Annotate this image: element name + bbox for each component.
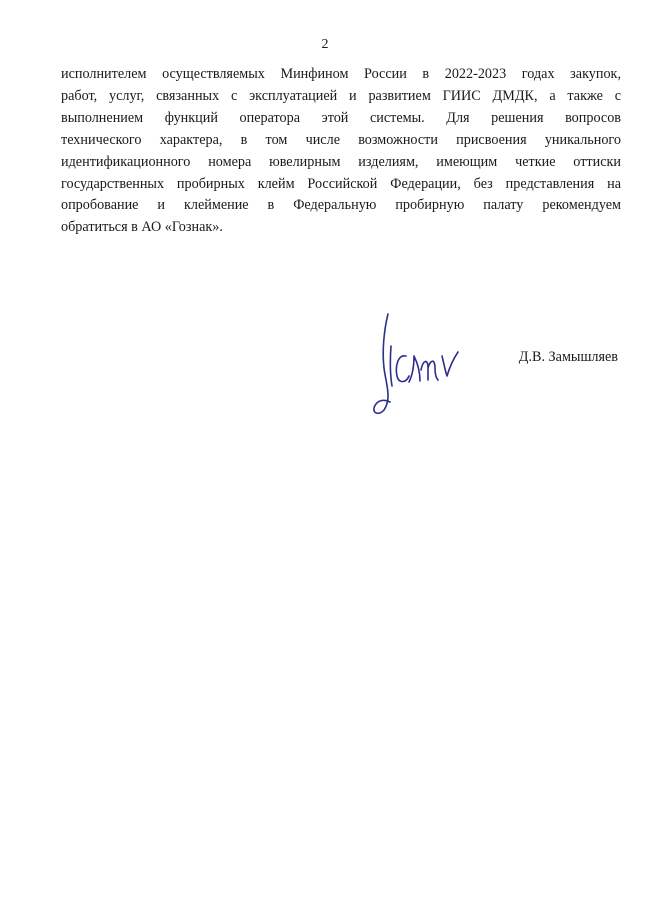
body-line: работ, услуг, связанных с эксплуатацией и развитием ГИИС ДМДК, а также с <box>61 87 621 104</box>
body-line: опробование и клеймение в Федеральную пробирную палату рекомендуем <box>61 197 621 214</box>
body-line: обратиться в АО «Гознак». <box>61 219 223 236</box>
body-line: выполнением функций оператора этой системы. Для решения вопросов <box>61 109 621 126</box>
body-paragraph <box>61 64 621 239</box>
handwritten-signature <box>362 306 472 422</box>
body-line: идентификационного номера ювелирным изделиям, имеющим четкие оттиски <box>61 153 621 170</box>
signer-name: Д.В. Замышляев <box>518 349 618 365</box>
page-number: 2 <box>321 37 329 52</box>
body-line: исполнителем осуществляемых Минфином России в 2022-2023 годах закупок, <box>61 66 621 82</box>
body-line: технического характера, в том числе возможности присвоения уникального <box>61 131 621 148</box>
body-line: государственных пробирных клейм Российской Федерации, без представления на <box>61 175 621 192</box>
